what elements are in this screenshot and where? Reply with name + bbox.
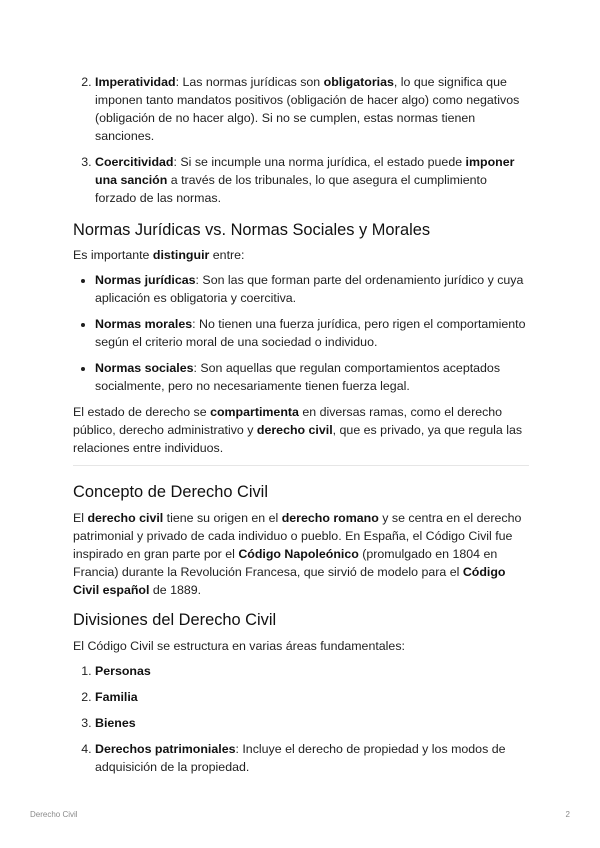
section-heading-concepto: Concepto de Derecho Civil [73,483,268,501]
footer-title: Derecho Civil [30,810,78,819]
section-intro: El Código Civil se estructura en varias áreas fundamentales: [73,639,405,653]
section-heading-normas: Normas Jurídicas vs. Normas Sociales y Morales [73,221,431,239]
characteristics-list [73,73,529,207]
page-number: 2 [565,810,570,819]
document-content [73,73,529,784]
list-item: 4. Derechos patrimoniales: Incluye el derecho de propiedad y los modos de adquisición de la propiedad. [95,740,529,776]
list-item: • Normas sociales: Son aquellas que regulan comportamientos aceptados socialmente, pero no necesariamente tienen fuerza legal. [95,359,529,395]
list-item: • Normas jurídicas: Son las que forman parte del ordenamiento jurídico y cuya aplicación es obligatoria y coercitiva. [95,271,529,307]
list-item: 2. Familia [95,688,529,706]
list-item: 2. Imperatividad: Las normas jurídicas son obligatorias, lo que significa que imponen tanto mandatos positivos (obligación de hacer algo) como negativos (obligación de no hacer algo). Si no se cumplen, estas normas tienen sanciones. [95,73,529,145]
norms-bullet-list [73,271,529,395]
list-item: 1. Personas [95,662,529,680]
divisions-list [73,662,529,776]
paragraph: El estado de derecho se compartimenta en diversas ramas, como el derecho público, derecho administrativo y derecho civil, que es privado, ya que regula las relaciones entre individuos. [73,405,523,455]
section-heading-divisiones: Divisiones del Derecho Civil [73,611,277,629]
list-item: 3. Bienes [95,714,529,732]
section-intro: Es importante distinguir entre: [73,248,245,262]
divider [73,465,529,466]
paragraph: El derecho civil tiene su origen en el derecho romano y se centra en el derecho patrimonial y privado de cada individuo o pueblo. En España, el Código Civil fue inspirado en gran parte por el Código Napoleónico (promulgado en 1804 en Francia) durante la Revolución Francesa, que sirvió de modelo para el Código Civil español de 1889. [73,511,522,597]
list-item: 3. Coercitividad: Si se incumple una norma jurídica, el estado puede imponer una sanción a través de los tribunales, lo que asegura el cumplimiento forzado de las normas. [95,153,529,207]
list-item: • Normas morales: No tienen una fuerza jurídica, pero rigen el comportamiento según el criterio moral de una sociedad o individuo. [95,315,529,351]
